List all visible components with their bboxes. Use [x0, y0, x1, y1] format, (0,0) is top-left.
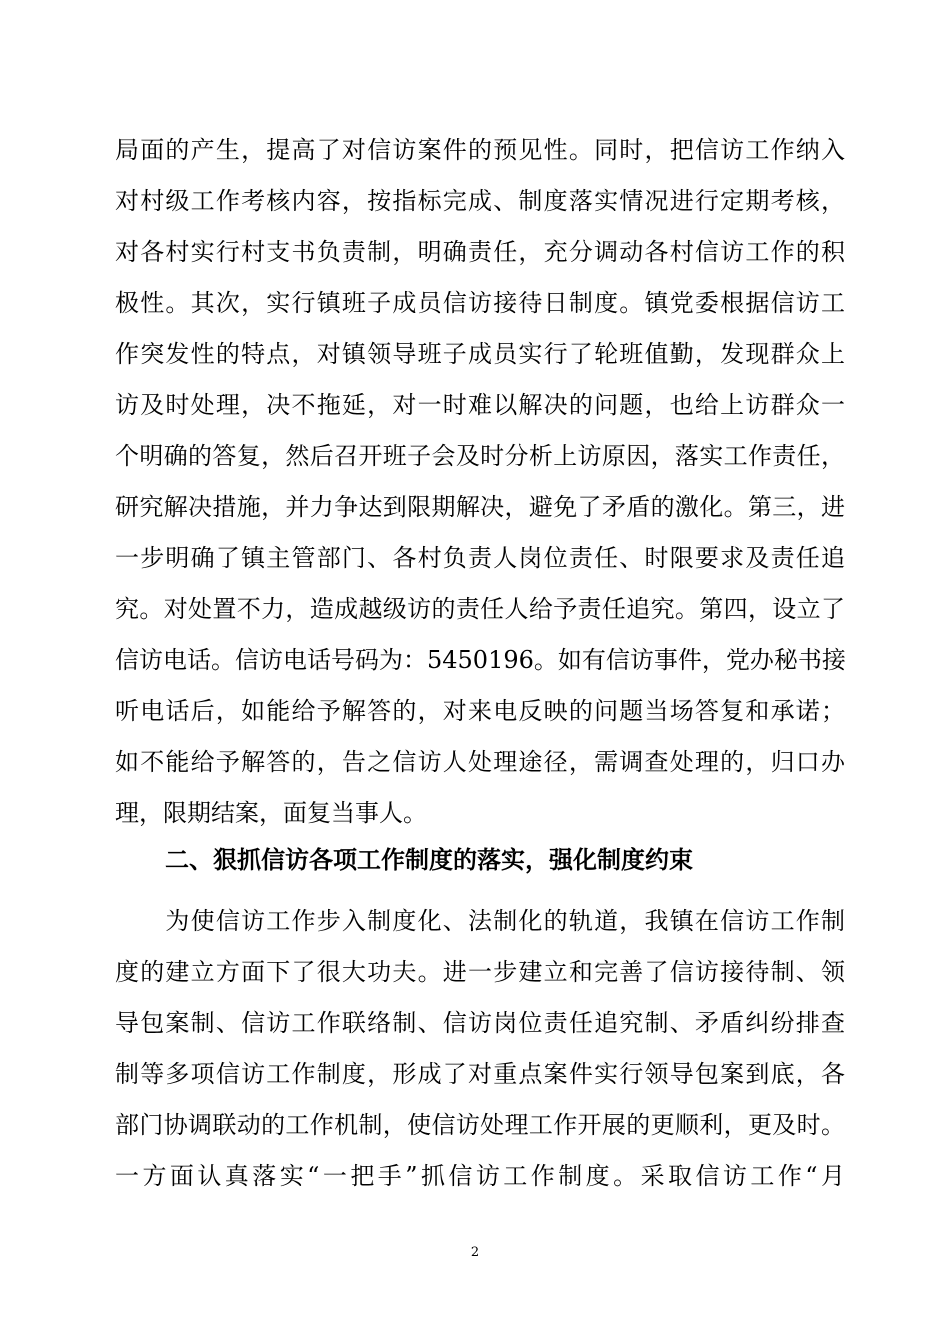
paragraph-line: 制等多项信访工作制度，形成了对重点案件实行领导包案到底，各 — [115, 1060, 845, 1088]
page-number: 2 — [470, 1245, 480, 1260]
paragraph-line: 一方面认真落实“一把手”抓信访工作制度。采取信访工作“月 — [115, 1162, 845, 1190]
paragraph-line: 作突发性的特点，对镇领导班子成员实行了轮班值勤，发现群众上 — [115, 340, 845, 368]
paragraph-line: 个明确的答复，然后召开班子会及时分析上访原因，落实工作责任， — [115, 442, 845, 470]
paragraph-line: 访及时处理，决不拖延，对一时难以解决的问题，也给上访群众一 — [115, 391, 845, 419]
paragraph-line: 究。对处置不力，造成越级访的责任人给予责任追究。第四，设立了 — [115, 595, 845, 623]
section-heading: 二、狠抓信访各项工作制度的落实，强化制度约束 — [165, 845, 693, 874]
paragraph-line: 如不能给予解答的，告之信访人处理途径，需调查处理的，归口办 — [115, 748, 845, 776]
paragraph-2 — [115, 896, 845, 1202]
paragraph-line: 部门协调联动的工作机制，使信访处理工作开展的更顺利，更及时。 — [115, 1111, 845, 1139]
paragraph-line: 局面的产生，提高了对信访案件的预见性。同时，把信访工作纳入 — [115, 136, 845, 164]
paragraph-line: 极性。其次，实行镇班子成员信访接待日制度。镇党委根据信访工 — [115, 289, 845, 317]
paragraph-line: 度的建立方面下了很大功夫。进一步建立和完善了信访接待制、领 — [115, 958, 845, 986]
paragraph-line: 研究解决措施，并力争达到限期解决，避免了矛盾的激化。第三，进 — [115, 493, 845, 521]
paragraph-line: 信访电话。信访电话号码为：5450196。如有信访事件，党办秘书接 — [115, 646, 846, 674]
paragraph-line: 导包案制、信访工作联络制、信访岗位责任追究制、矛盾纠纷排查 — [115, 1009, 845, 1037]
paragraph-line: 一步明确了镇主管部门、各村负责人岗位责任、时限要求及责任追 — [115, 544, 845, 572]
paragraph-line: 理，限期结案，面复当事人。 — [115, 799, 427, 827]
paragraph-line: 听电话后，如能给予解答的，对来电反映的问题当场答复和承诺； — [115, 697, 845, 725]
paragraph-line: 为使信访工作步入制度化、法制化的轨道，我镇在信访工作制 — [115, 907, 845, 935]
paragraph-line: 对各村实行村支书负责制，明确责任，充分调动各村信访工作的积 — [115, 238, 845, 266]
paragraph-1 — [115, 125, 845, 839]
paragraph-line: 对村级工作考核内容，按指标完成、制度落实情况进行定期考核， — [115, 187, 845, 215]
